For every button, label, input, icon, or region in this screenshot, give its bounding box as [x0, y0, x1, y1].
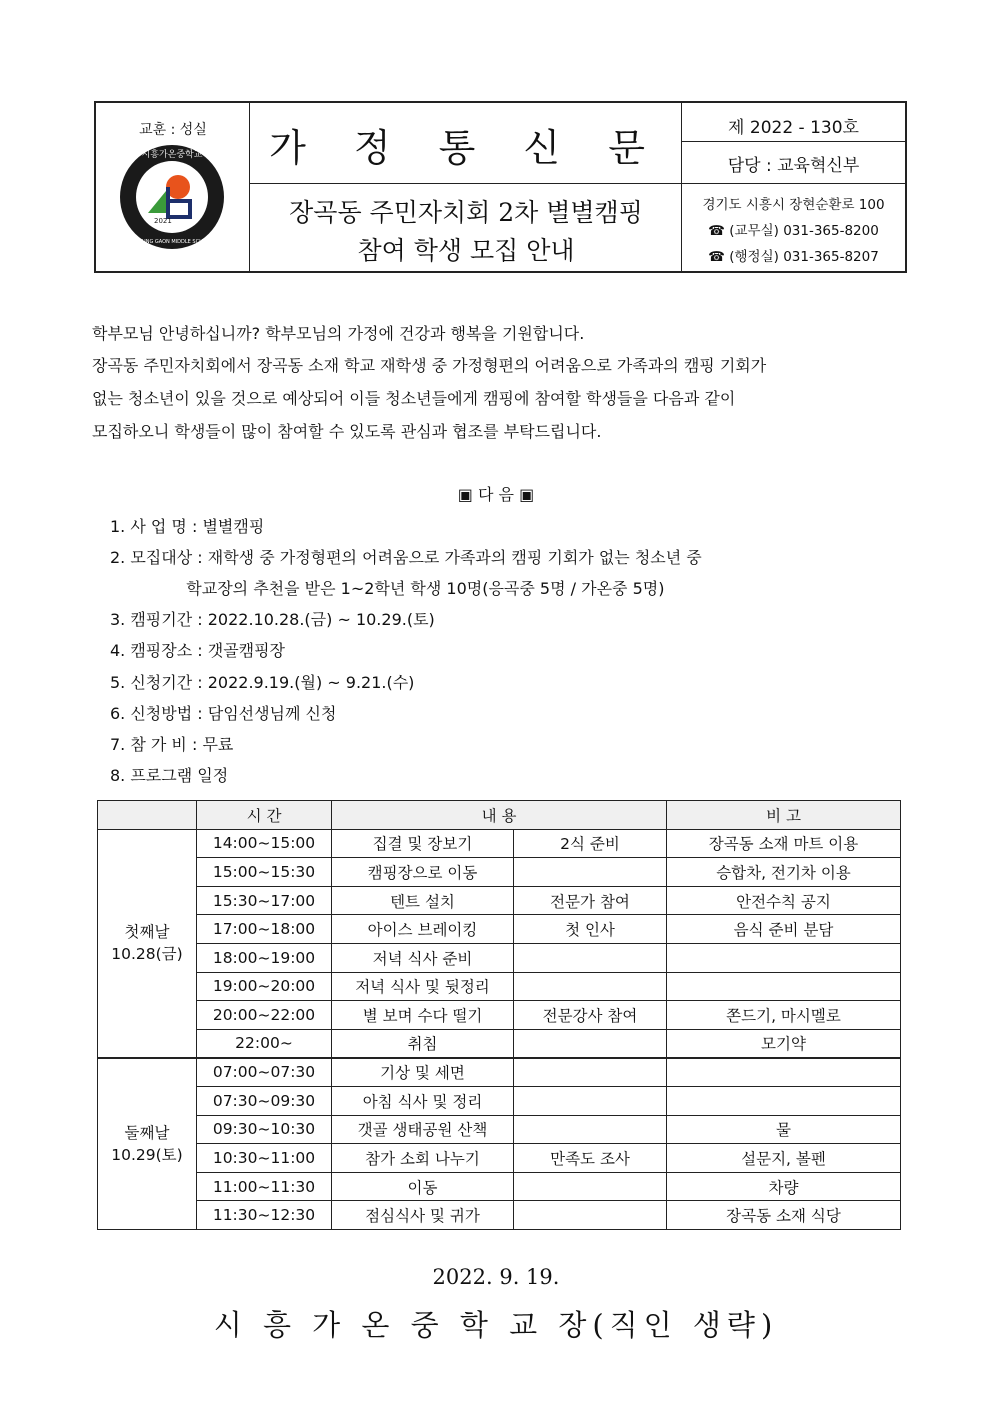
table-row: [98, 1115, 901, 1144]
note-cell: 전문가 참여: [514, 886, 667, 915]
remark-cell: 모기약: [667, 1029, 901, 1058]
note-cell: 첫 인사: [514, 915, 667, 944]
phone-office: ☎ (교무실) 031-365-8200: [708, 223, 879, 239]
table-row: [98, 1058, 901, 1087]
document-subtitle-line1: 장곡동 주민자치회 2차 별별캠핑: [289, 198, 643, 227]
remark-cell: 물: [667, 1115, 901, 1144]
info-item: 5. 신청기간 : 2022.9.19.(월) ~ 9.21.(수): [110, 673, 415, 692]
activity-cell: 이동: [332, 1172, 514, 1201]
table-row: [98, 1029, 901, 1058]
time-cell: 10:30~11:00: [197, 1144, 332, 1173]
school-logo: [118, 143, 226, 251]
day-label: 둘째날: [124, 1123, 170, 1142]
note-cell: [514, 1115, 667, 1144]
intro-line: 장곡동 주민자치회에서 장곡동 소재 학교 재학생 중 가정형편의 어려움으로 가족과의 캠핑 기회가: [92, 356, 767, 375]
department: 담당 : 교육혁신부: [727, 156, 860, 176]
remark-cell: [667, 1058, 901, 1087]
remark-cell: [667, 1086, 901, 1115]
table-row: [98, 915, 901, 944]
info-item: 3. 캠핑기간 : 2022.10.28.(금) ~ 10.29.(토): [110, 610, 435, 629]
activity-cell: 아침 식사 및 정리: [332, 1086, 514, 1115]
info-item: 7. 참 가 비 : 무료: [110, 735, 234, 754]
table-row: [98, 972, 901, 1001]
activity-cell: 갯골 생태공원 산책: [332, 1115, 514, 1144]
info-item: 2. 모집대상 : 재학생 중 가정형편의 어려움으로 가족과의 캠핑 기회가 없는 청소년 중: [110, 548, 702, 567]
remark-cell: 장곡동 소재 식당: [667, 1201, 901, 1230]
activity-cell: 저녁 식사 준비: [332, 943, 514, 972]
time-cell: 22:00~: [197, 1029, 332, 1058]
note-cell: [514, 1201, 667, 1230]
activity-cell: 참가 소회 나누기: [332, 1144, 514, 1173]
info-item: 8. 프로그램 일정: [110, 766, 229, 785]
day-label-cell: [98, 1058, 197, 1230]
table-row: [98, 829, 901, 858]
activity-cell: 텐트 설치: [332, 886, 514, 915]
table-row: [98, 1086, 901, 1115]
time-cell: 09:30~10:30: [197, 1115, 332, 1144]
day-date: 10.28(금): [111, 945, 183, 964]
time-cell: 17:00~18:00: [197, 915, 332, 944]
time-cell: 11:30~12:30: [197, 1201, 332, 1230]
logo-year: 2021: [154, 217, 172, 225]
time-cell: 07:00~07:30: [197, 1058, 332, 1087]
intro-line: 모집하오니 학생들이 많이 참여할 수 있도록 관심과 협조를 부탁드립니다.: [92, 422, 602, 441]
note-cell: [514, 1086, 667, 1115]
activity-cell: 아이스 브레이킹: [332, 915, 514, 944]
header-content: 내 용: [332, 801, 667, 830]
remark-cell: 장곡동 소재 마트 이용: [667, 829, 901, 858]
letter-header: [94, 101, 907, 273]
table-header-row: [98, 801, 901, 830]
document-title: 가 정 통 신 문: [269, 126, 663, 170]
time-cell: 07:30~09:30: [197, 1086, 332, 1115]
activity-cell: 취침: [332, 1029, 514, 1058]
remark-cell: 설문지, 볼펜: [667, 1144, 901, 1173]
header-title-cell: [250, 103, 682, 271]
remark-cell: 음식 준비 분담: [667, 915, 901, 944]
time-cell: 18:00~19:00: [197, 943, 332, 972]
activity-cell: 점심식사 및 귀가: [332, 1201, 514, 1230]
day-date: 10.29(토): [111, 1145, 183, 1164]
time-cell: 20:00~22:00: [197, 1001, 332, 1030]
header-left-cell: [96, 103, 250, 271]
phone-admin: ☎ (행정실) 031-365-8207: [708, 249, 879, 265]
logo-school-name-en: SIHEUNG GAON MIDDLE SCHOOL: [130, 239, 214, 245]
principal-signature: 시 흥 가 온 중 학 교 장(직인 생략): [213, 1308, 779, 1342]
program-schedule-table: [97, 800, 901, 1230]
note-cell: 만족도 조사: [514, 1144, 667, 1173]
table-row: [98, 1172, 901, 1201]
note-cell: [514, 972, 667, 1001]
header-time: 시 간: [197, 801, 332, 830]
note-cell: 전문강사 참여: [514, 1001, 667, 1030]
time-cell: 15:30~17:00: [197, 886, 332, 915]
info-item: 1. 사 업 명 : 별별캠핑: [110, 517, 265, 536]
note-cell: [514, 858, 667, 887]
remark-cell: 승합차, 전기차 이용: [667, 858, 901, 887]
header-info-cell: [682, 103, 905, 271]
info-item: 6. 신청방법 : 담임선생님께 신청: [110, 704, 337, 723]
school-address: 경기도 시흥시 장현순환로 100: [702, 197, 885, 213]
remark-cell: 쫀드기, 마시멜로: [667, 1001, 901, 1030]
issue-number: 제 2022 - 130호: [728, 118, 859, 138]
intro-line: 없는 청소년이 있을 것으로 예상되어 이들 청소년들에게 캠핑에 참여할 학생들을 다음과 같이: [92, 389, 736, 408]
day-label-cell: [98, 829, 197, 1058]
info-item: 4. 캠핑장소 : 갯골캠핑장: [110, 641, 286, 660]
note-cell: [514, 1029, 667, 1058]
time-cell: 19:00~20:00: [197, 972, 332, 1001]
time-cell: 14:00~15:00: [197, 829, 332, 858]
time-cell: 15:00~15:30: [197, 858, 332, 887]
activity-cell: 기상 및 세면: [332, 1058, 514, 1087]
table-row: [98, 858, 901, 887]
activity-cell: 저녁 식사 및 뒷정리: [332, 972, 514, 1001]
remark-cell: [667, 943, 901, 972]
issue-date: 2022. 9. 19.: [432, 1265, 560, 1289]
table-row: [98, 1201, 901, 1230]
table-row: [98, 1001, 901, 1030]
header-remark: 비 고: [667, 801, 901, 830]
school-motto: 교훈 : 성실: [139, 122, 207, 138]
note-cell: [514, 1172, 667, 1201]
activity-cell: 캠핑장으로 이동: [332, 858, 514, 887]
activity-cell: 별 보며 수다 떨기: [332, 1001, 514, 1030]
note-cell: 2식 준비: [514, 829, 667, 858]
time-cell: 11:00~11:30: [197, 1172, 332, 1201]
table-row: [98, 1144, 901, 1173]
document-subtitle-line2: 참여 학생 모집 안내: [357, 236, 575, 265]
table-row: [98, 943, 901, 972]
header-day-cell: [98, 801, 197, 830]
intro-line: 학부모님 안녕하십니까? 학부모님의 가정에 건강과 행복을 기원합니다.: [92, 324, 585, 343]
info-item: 학교장의 추천을 받은 1~2학년 학생 10명(응곡중 5명 / 가온중 5명): [110, 579, 665, 598]
day-label: 첫째날: [124, 923, 170, 942]
note-cell: [514, 943, 667, 972]
note-cell: [514, 1058, 667, 1087]
logo-school-name: 시흥가온중학교: [141, 150, 203, 160]
remark-cell: 차량: [667, 1172, 901, 1201]
activity-cell: 집결 및 장보기: [332, 829, 514, 858]
schedule-body: [98, 829, 901, 1229]
remark-cell: [667, 972, 901, 1001]
remark-cell: 안전수칙 공지: [667, 886, 901, 915]
notice-heading: ▣ 다 음 ▣: [457, 485, 535, 504]
table-row: [98, 886, 901, 915]
